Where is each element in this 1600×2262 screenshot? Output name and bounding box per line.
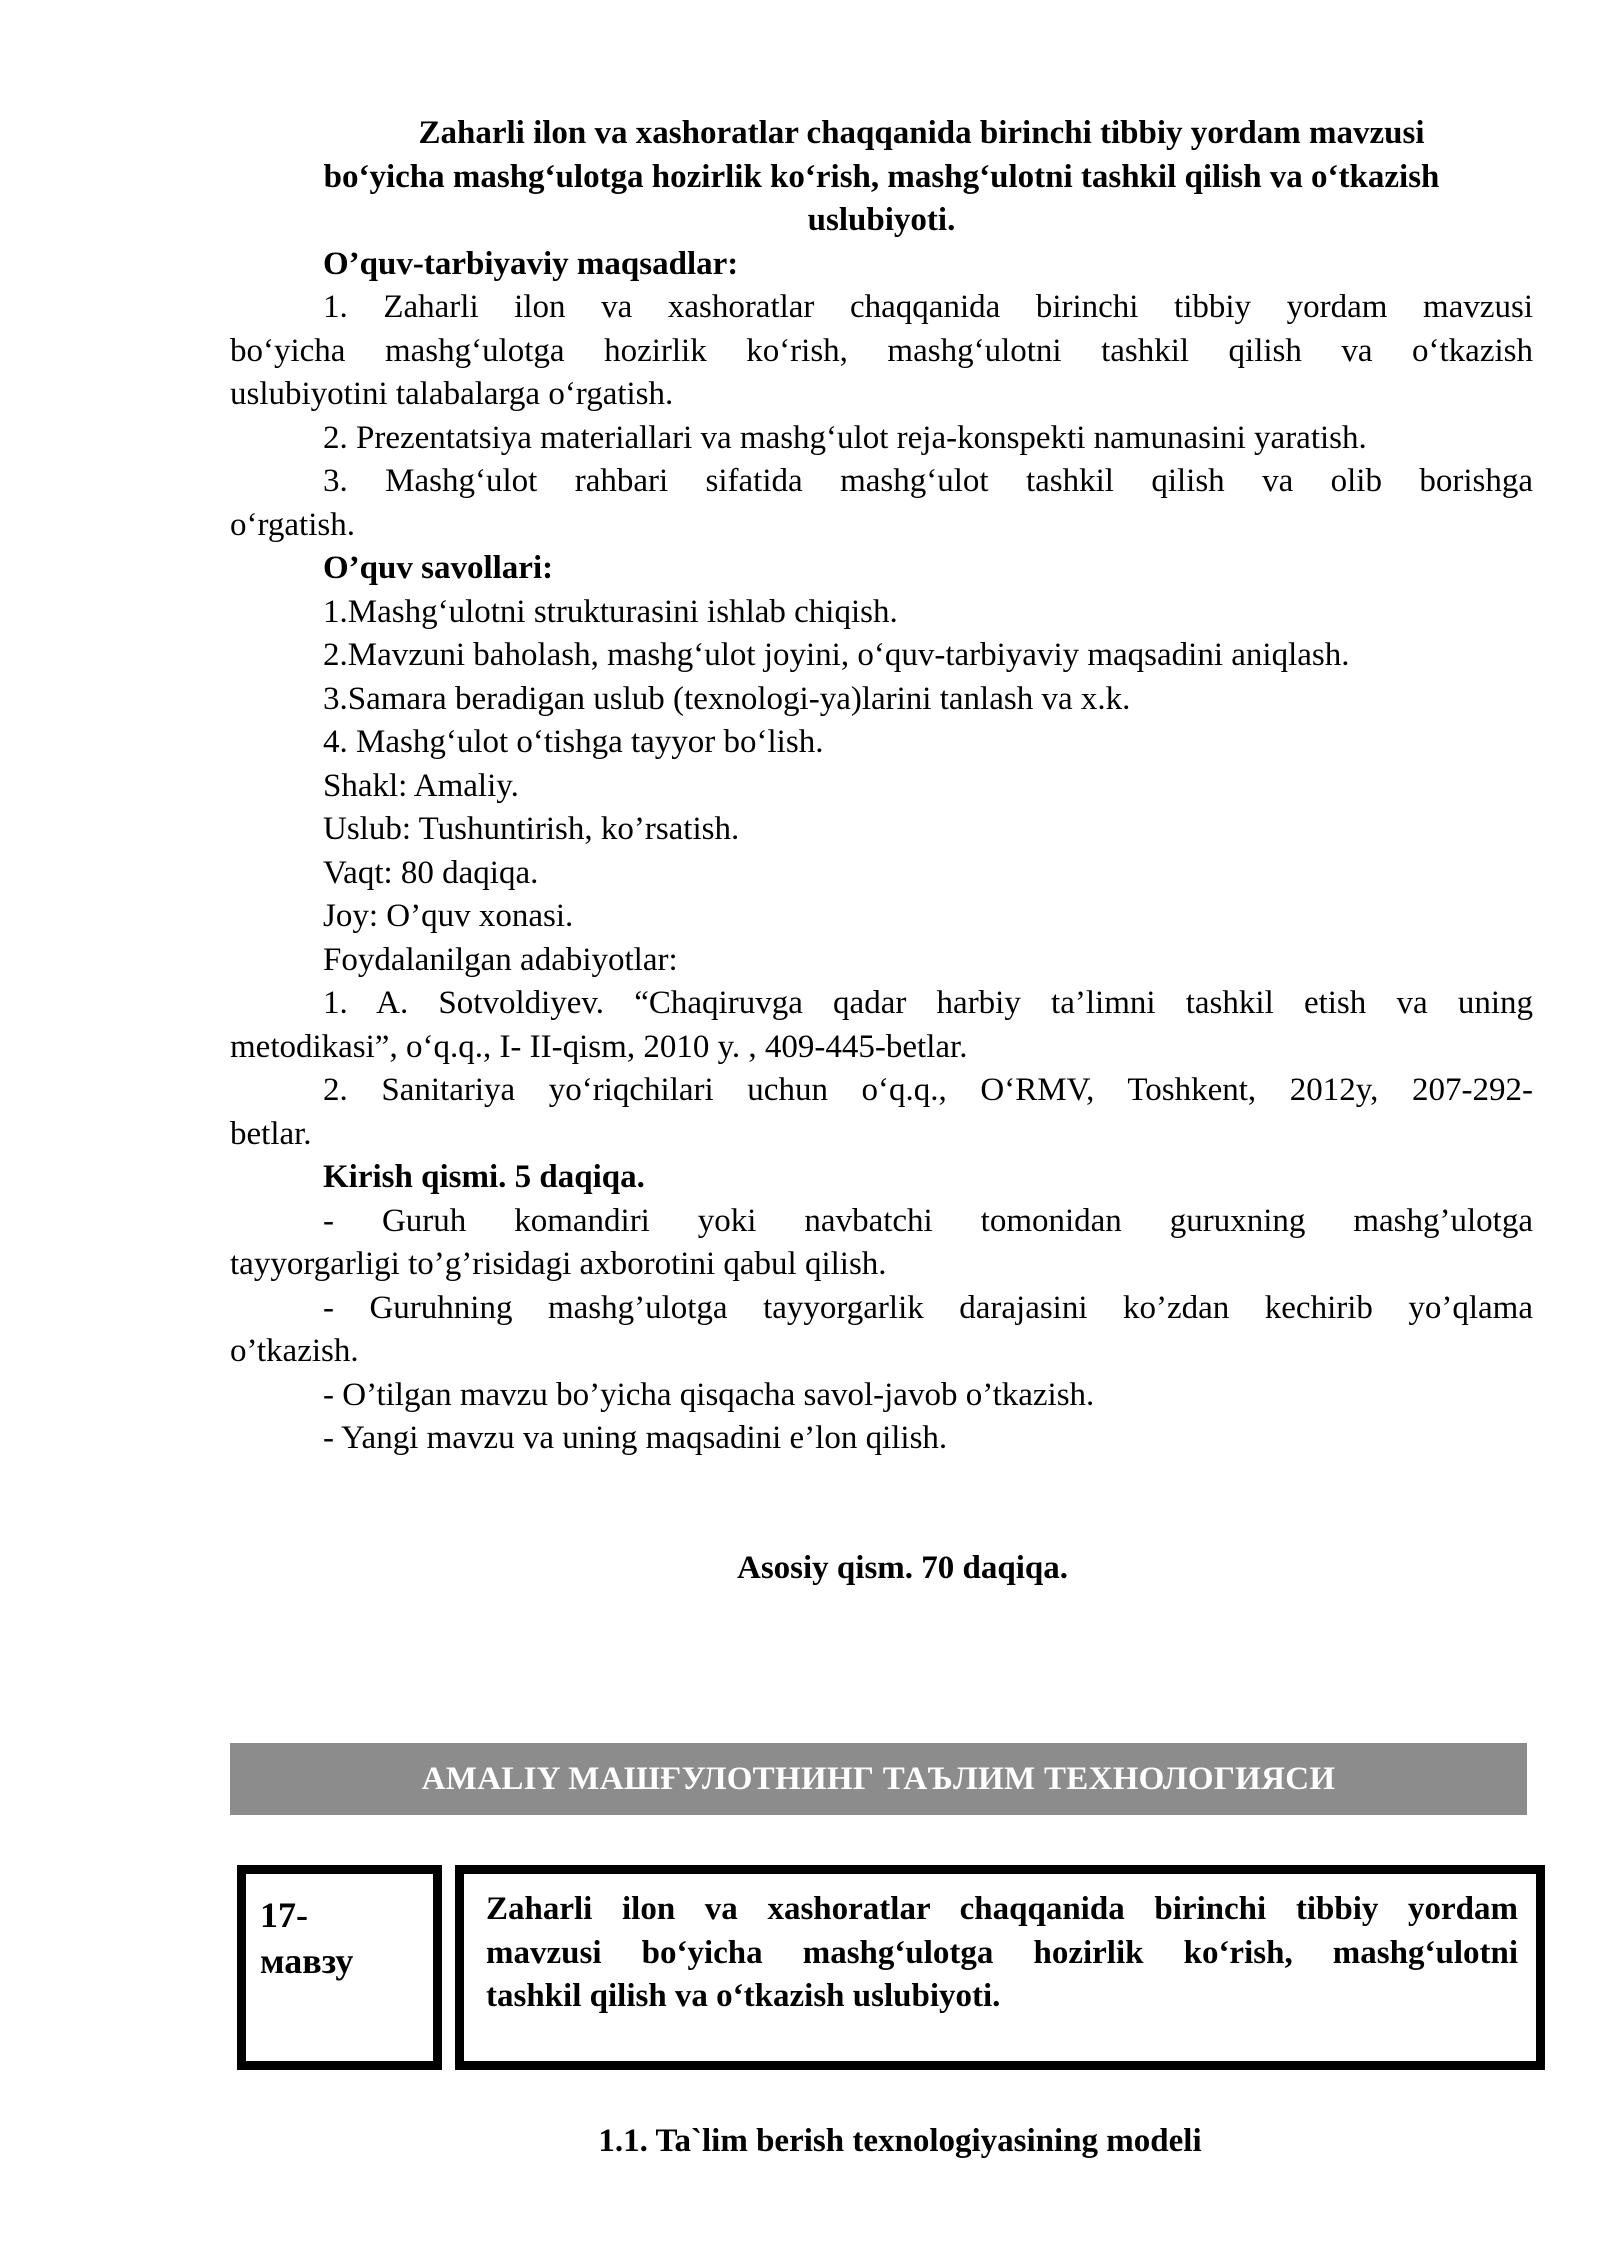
document-body [230, 112, 1533, 1461]
main-part-heading: Asosiy qism. 70 daqiqa. [737, 1550, 1069, 1586]
place-info: Joy: O’quv xonasi. [323, 898, 574, 934]
topic-title-line: Zaharli ilon va xashoratlar chaqqanida birinchi tibbiy yordam [486, 1891, 1518, 1927]
topic-title-line: tashkil qilish va o‘tkazish uslubiyoti. [486, 1978, 1001, 2014]
questions-heading: O’quv savollari: [323, 550, 554, 586]
intro-bullet-3: - O’tilgan mavzu bo’yicha qisqacha savol-javob o’tkazish. [323, 1376, 1095, 1413]
topic-label: мавзу [260, 1941, 354, 1981]
title-line: Zaharli ilon va xashoratlar chaqqanida birinchi tibbiy yordam mavzusi [418, 115, 1425, 151]
goal-item-3: 3. Mashg‘ulot rahbari sifatida mashg‘ulot tashkil qilish va olib borishga [323, 463, 1533, 499]
intro-bullet-1-end: tayyorgarligi to’g’risidagi axborotini qabul qilish. [230, 1246, 887, 1282]
topic-number: 17- [260, 1895, 308, 1935]
goal-item-1-end: uslubiyotini talabalarga o‘rgatish. [230, 376, 674, 412]
intro-bullet-1: - Guruh komandiri yoki navbatchi tomonidan guruxning mashg’ulotga [323, 1202, 1533, 1239]
document-title [230, 112, 1533, 243]
question-item: 3.Samara beradigan uslub (texnologi-ya)larini tanlash va x.k. [323, 680, 1131, 717]
title-line: uslubiyoti. [807, 202, 956, 238]
goal-item-1-cont: bo‘yicha mashg‘ulotga hozirlik ko‘rish, mashg‘ulotni tashkil qilish va o‘tkazish [230, 332, 1533, 369]
goals-heading: O’quv-tarbiyaviy maqsadlar: [323, 245, 739, 282]
title-line: bo‘yicha mashg‘ulotga hozirlik ko‘rish, mashg‘ulotni tashkil qilish va o‘tkazish [323, 158, 1440, 195]
intro-heading: Kirish qismi. 5 daqiqa. [323, 1159, 645, 1195]
literature-item-2: 2. Sanitariya yo‘riqchilari uchun o‘q.q., O‘RMV, Toshkent, 2012y, 207-292- [323, 1072, 1533, 1108]
literature-heading: Foydalanilgan adabiyotlar: [323, 941, 678, 978]
question-item: 4. Mashg‘ulot o‘tishga tayyor bo‘lish. [323, 724, 824, 760]
goal-item-2: 2. Prezentatsiya materiallari va mashg‘ulot reja-konspekti namunasini yaratish. [323, 419, 1367, 456]
intro-bullet-4: - Yangi mavzu va uning maqsadini e’lon qilish. [323, 1420, 948, 1456]
topic-title-line: mavzusi bo‘yicha mashg‘ulotga hozirlik ko‘rish, mashg‘ulotni [486, 1934, 1518, 1971]
intro-bullet-2: - Guruhning mashg’ulotga tayyorgarlik darajasini ko’zdan kechirib yo’qlama [323, 1289, 1533, 1326]
form-info: Shakl: Amaliy. [323, 767, 519, 804]
topic-title-box [455, 1865, 1545, 2070]
literature-item-1: 1. A. Sotvoldiyev. “Chaqiruvga qadar harbiy ta’limni tashkil etish va uning [323, 985, 1533, 1021]
section-banner: AMALIY МАШҒУЛОТНИНГ ТАЪЛИМ ТЕХНОЛОГИЯСИ [230, 1743, 1527, 1815]
question-item: 1.Mashg‘ulotni strukturasini ishlab chiqish. [323, 593, 898, 630]
intro-bullet-2-end: o’tkazish. [230, 1333, 359, 1369]
goal-item-3-end: o‘rgatish. [230, 506, 355, 543]
goal-item-1: 1. Zaharli ilon va xashoratlar chaqqanida birinchi tibbiy yordam mavzusi [323, 289, 1533, 325]
topic-number-box [237, 1865, 442, 2070]
method-info: Uslub: Tushuntirish, ko’rsatish. [323, 811, 740, 847]
literature-item-2-end: betlar. [230, 1115, 312, 1152]
time-info: Vaqt: 80 daqiqa. [323, 854, 539, 891]
question-item: 2.Mavzuni baholash, mashg‘ulot joyini, o‘quv-tarbiyaviy maqsadini aniqlash. [323, 637, 1350, 673]
model-subheading: 1.1. Ta`lim berish texnologiyasining modeli [598, 2123, 1202, 2159]
literature-item-1-end: metodikasi”, o‘q.q., I- II-qism, 2010 y. , 409-445-betlar. [230, 1028, 968, 1065]
